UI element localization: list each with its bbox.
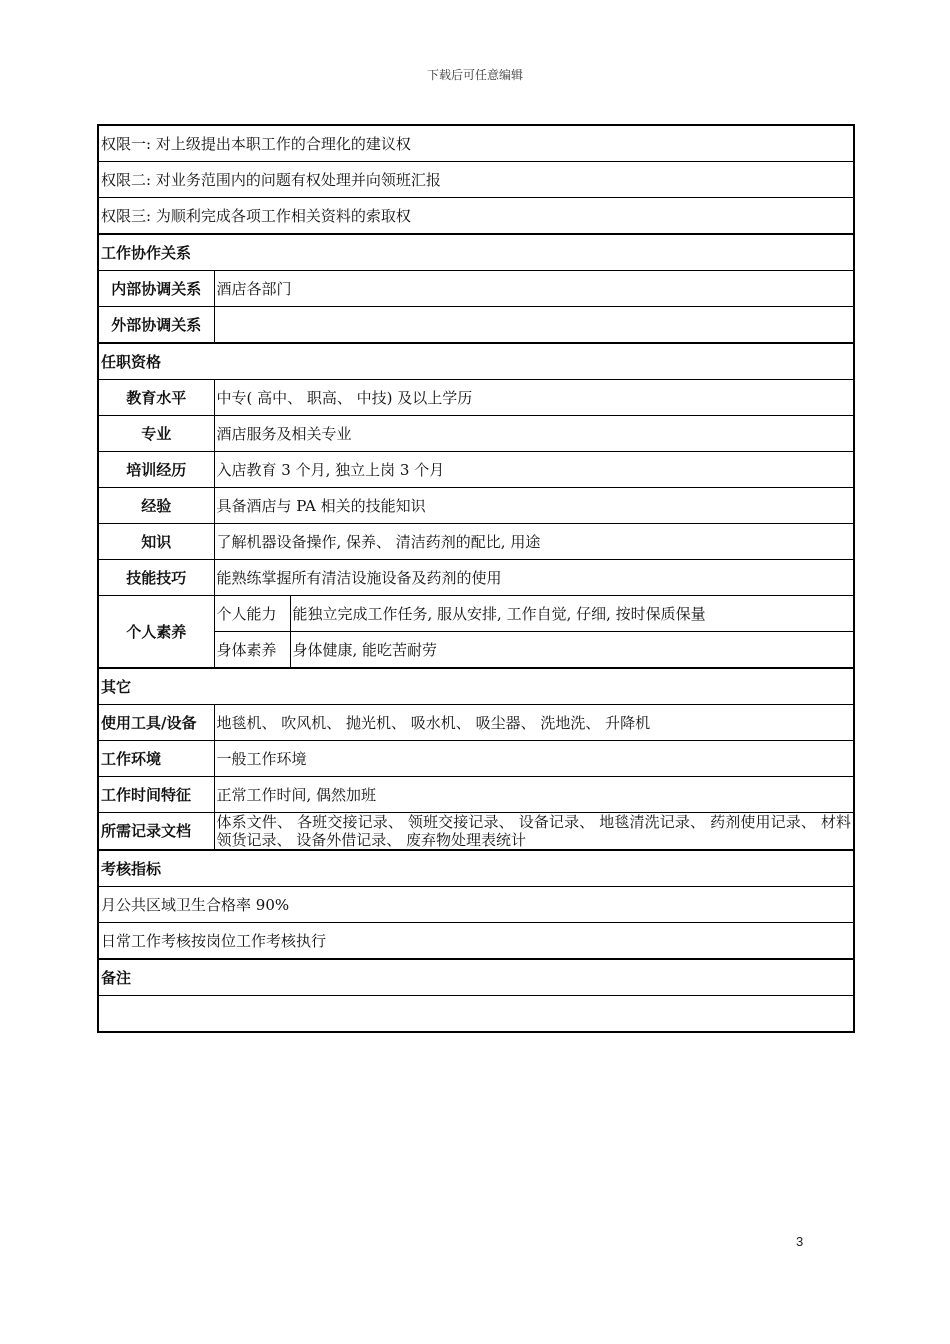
section-cooperation xyxy=(98,234,854,271)
section-title: 考核指标 xyxy=(98,850,854,887)
field-label: 经验 xyxy=(98,488,214,524)
row-major xyxy=(98,416,854,452)
authority-text: 权限三: 为顺利完成各项工作相关资料的索取权 xyxy=(98,198,854,235)
field-value: 能熟练掌握所有清洁设施设备及药剂的使用 xyxy=(214,560,854,596)
section-other xyxy=(98,668,854,705)
field-value: 地毯机、 吹风机、 抛光机、 吸水机、 吸尘器、 洗地洗、 升降机 xyxy=(214,705,854,741)
row-internal-coordination xyxy=(98,271,854,307)
section-remarks xyxy=(98,959,854,996)
section-assessment xyxy=(98,850,854,887)
sub-field-label: 身体素养 xyxy=(214,632,290,669)
field-value: 能独立完成工作任务, 服从安排, 工作自觉, 仔细, 按时保质保量 xyxy=(290,596,854,632)
sub-field-label: 个人能力 xyxy=(214,596,290,632)
field-value: 体系文件、 各班交接记录、 领班交接记录、 设备记录、 地毯清洗记录、 药剂使用记录、 材料领货记录、 设备外借记录、 废弃物处理表统计 xyxy=(214,813,854,851)
field-value: 中专( 高中、 职高、 中技) 及以上学历 xyxy=(214,380,854,416)
assessment-item: 日常工作考核按岗位工作考核执行 xyxy=(98,923,854,960)
row-skills xyxy=(98,560,854,596)
field-value: 正常工作时间, 偶然加班 xyxy=(214,777,854,813)
section-title: 其它 xyxy=(98,668,854,705)
field-label: 个人素养 xyxy=(98,596,214,669)
authority-row-3 xyxy=(98,198,854,235)
field-value: 身体健康, 能吃苦耐劳 xyxy=(290,632,854,669)
field-label: 技能技巧 xyxy=(98,560,214,596)
field-value: 一般工作环境 xyxy=(214,741,854,777)
field-label: 使用工具/设备 xyxy=(98,705,214,741)
section-title: 任职资格 xyxy=(98,343,854,380)
job-description-table xyxy=(97,124,855,1033)
field-label: 工作时间特征 xyxy=(98,777,214,813)
field-label: 所需记录文档 xyxy=(98,813,214,851)
field-value: 酒店各部门 xyxy=(214,271,854,307)
row-external-coordination xyxy=(98,307,854,344)
row-knowledge xyxy=(98,524,854,560)
row-education xyxy=(98,380,854,416)
field-label: 培训经历 xyxy=(98,452,214,488)
field-label: 专业 xyxy=(98,416,214,452)
section-title: 备注 xyxy=(98,959,854,996)
row-records xyxy=(98,813,854,851)
field-label: 工作环境 xyxy=(98,741,214,777)
field-label: 外部协调关系 xyxy=(98,307,214,344)
row-experience xyxy=(98,488,854,524)
field-value xyxy=(214,307,854,344)
row-assessment-2 xyxy=(98,923,854,960)
row-assessment-1 xyxy=(98,887,854,923)
row-tools xyxy=(98,705,854,741)
field-label: 教育水平 xyxy=(98,380,214,416)
row-work-time xyxy=(98,777,854,813)
field-value: 入店教育 3 个月, 独立上岗 3 个月 xyxy=(214,452,854,488)
row-personal-ability xyxy=(98,596,854,632)
authority-row-2 xyxy=(98,162,854,198)
assessment-item: 月公共区域卫生合格率 90% xyxy=(98,887,854,923)
row-remarks-value xyxy=(98,996,854,1033)
authority-text: 权限一: 对上级提出本职工作的合理化的建议权 xyxy=(98,125,854,162)
field-value: 了解机器设备操作, 保养、 清洁药剂的配比, 用途 xyxy=(214,524,854,560)
page-number: 3 xyxy=(796,1234,804,1249)
section-title: 工作协作关系 xyxy=(98,234,854,271)
authority-row-1 xyxy=(98,125,854,162)
remarks-value xyxy=(98,996,854,1033)
header-note: 下载后可任意编辑 xyxy=(426,68,523,82)
row-environment xyxy=(98,741,854,777)
authority-text: 权限二: 对业务范围内的问题有权处理并向领班汇报 xyxy=(98,162,854,198)
field-value: 具备酒店与 PA 相关的技能知识 xyxy=(214,488,854,524)
section-qualification xyxy=(98,343,854,380)
field-label: 内部协调关系 xyxy=(98,271,214,307)
field-label: 知识 xyxy=(98,524,214,560)
row-training xyxy=(98,452,854,488)
field-value: 酒店服务及相关专业 xyxy=(214,416,854,452)
